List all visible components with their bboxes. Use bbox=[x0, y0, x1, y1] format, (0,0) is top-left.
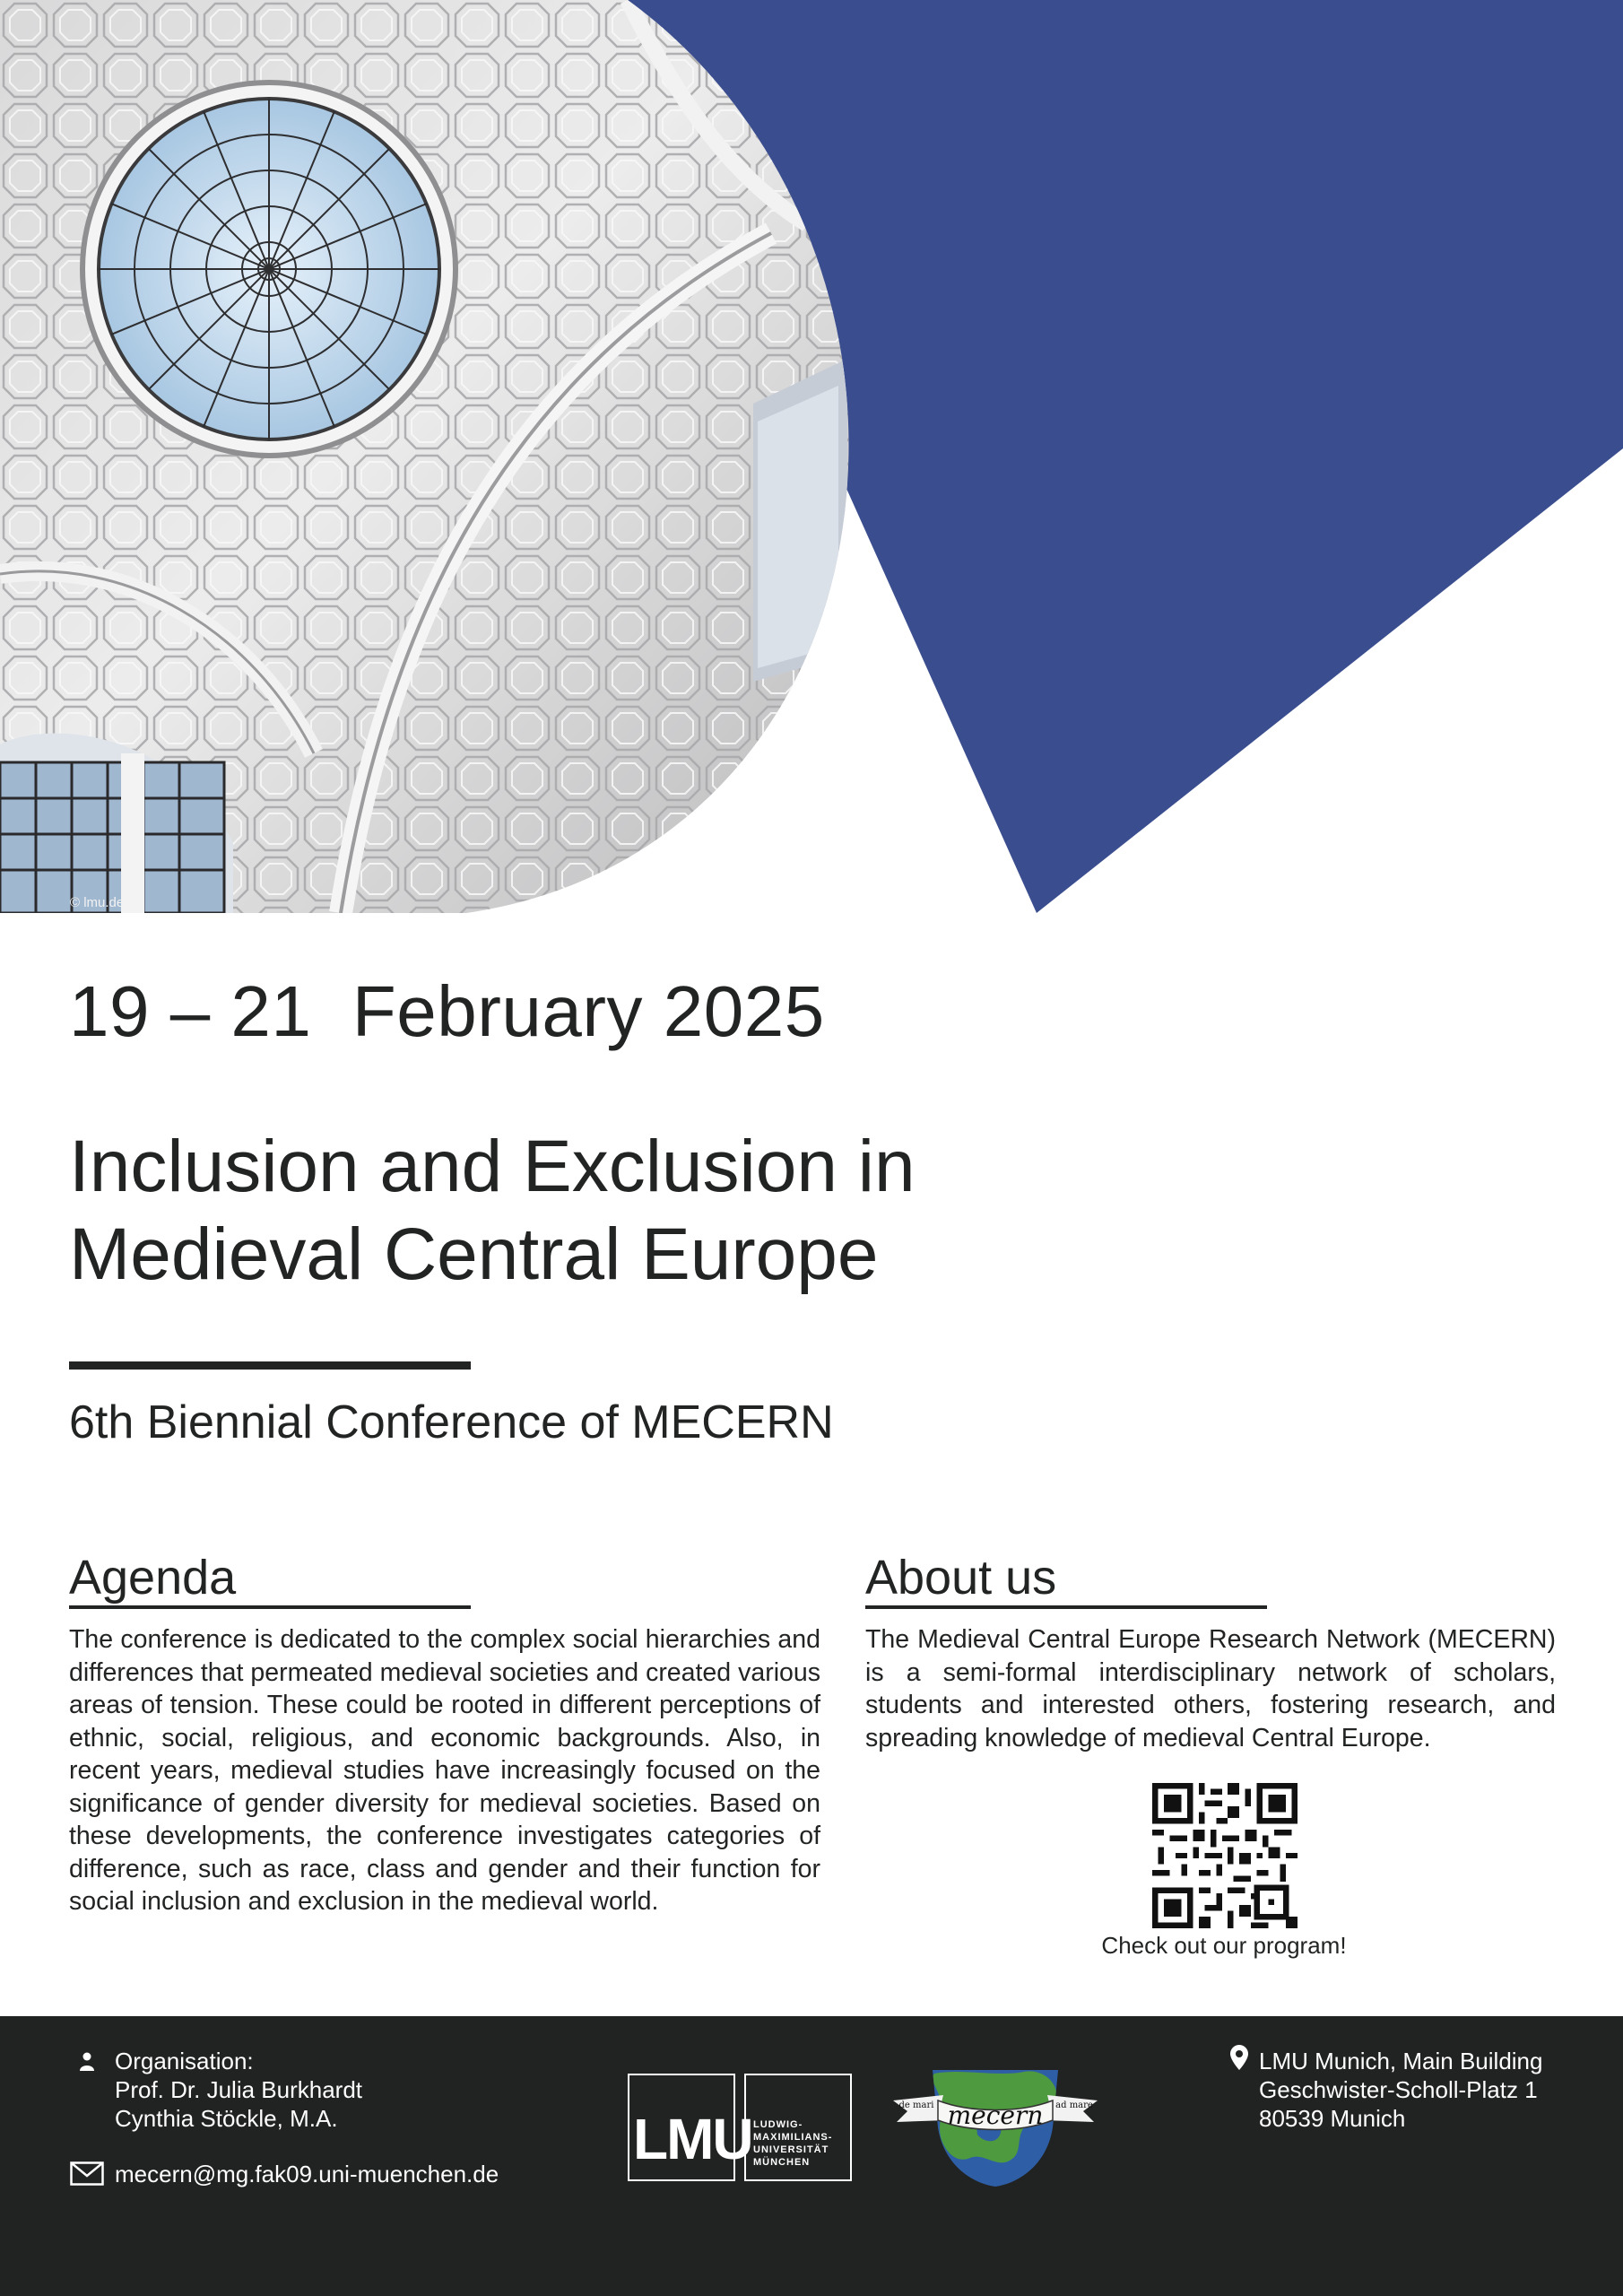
event-title-line-2: Medieval Central Europe bbox=[69, 1213, 879, 1295]
dome-ceiling-photo bbox=[0, 0, 861, 913]
contact-email[interactable]: mecern@mg.fak09.uni-muenchen.de bbox=[115, 2161, 499, 2187]
lmu-name-line-2: MAXIMILIANS- bbox=[753, 2132, 833, 2143]
lmu-logo-text: LMU bbox=[633, 2107, 752, 2171]
lmu-name-line-4: MÜNCHEN bbox=[753, 2157, 811, 2168]
lmu-name-line-1: LUDWIG- bbox=[753, 2119, 803, 2130]
event-title bbox=[69, 1123, 1055, 1299]
hero-banner bbox=[0, 0, 1623, 915]
location-line-1: LMU Munich, Main Building bbox=[1259, 2048, 1543, 2074]
about-text: The Medieval Central Europe Research Network (MECERN) is a semi-formal interdisciplinary network of scholars, students and interested others, fostering research, and spreading knowledge of medieval Central Europe. bbox=[865, 1625, 1556, 1752]
agenda-text: The conference is dedicated to the complex social hierarchies and differences that permeated medieval societies and created various areas of tension. These could be rooted in different perceptions of ethnic, social, religious, and economic backgrounds. Also, in recent years, medieval studies have increasingly focused on the significance of gender diversity for medieval societies. Based on these developments, the conference investigates categories of difference, such as race, class and gender and their function for social inclusion and exclusion in the medieval world. bbox=[69, 1625, 820, 1916]
agenda-heading: Agenda bbox=[69, 1551, 237, 1605]
person-icon bbox=[79, 2052, 95, 2072]
mecern-motto-left: de mari bbox=[898, 2100, 934, 2110]
photo-credit: © lmu.de bbox=[70, 895, 125, 910]
agenda-heading-rule bbox=[69, 1605, 471, 1609]
organiser-2: Cynthia Stöckle, M.A. bbox=[115, 2105, 338, 2132]
about-heading-rule bbox=[865, 1605, 1267, 1609]
event-date: 19 – 21 February 2025 bbox=[69, 971, 825, 1051]
about-heading: About us bbox=[865, 1551, 1057, 1605]
event-subtitle: 6th Biennial Conference of MECERN bbox=[69, 1396, 834, 1448]
title-divider bbox=[69, 1361, 471, 1370]
organiser-1: Prof. Dr. Julia Burkhardt bbox=[115, 2076, 362, 2103]
location-line-2: Geschwister-Scholl-Platz 1 bbox=[1259, 2076, 1538, 2103]
mecern-logo bbox=[890, 2065, 1101, 2190]
footer bbox=[0, 2016, 1623, 2296]
mecern-motto-right: ad mare bbox=[1055, 2100, 1093, 2110]
organisation-label: Organisation: bbox=[115, 2048, 254, 2074]
qr-caption: Check out our program! bbox=[1101, 1932, 1347, 1959]
location-pin-icon bbox=[1230, 2045, 1248, 2070]
envelope-icon bbox=[70, 2161, 104, 2186]
lmu-name-line-3: UNIVERSITÄT bbox=[753, 2144, 829, 2155]
location-line-3: 80539 Munich bbox=[1259, 2105, 1406, 2132]
event-title-line-1: Inclusion and Exclusion in bbox=[69, 1126, 916, 1207]
qr-code-icon[interactable] bbox=[1152, 1783, 1298, 1928]
mecern-logo-text: mecern bbox=[947, 2100, 1044, 2130]
